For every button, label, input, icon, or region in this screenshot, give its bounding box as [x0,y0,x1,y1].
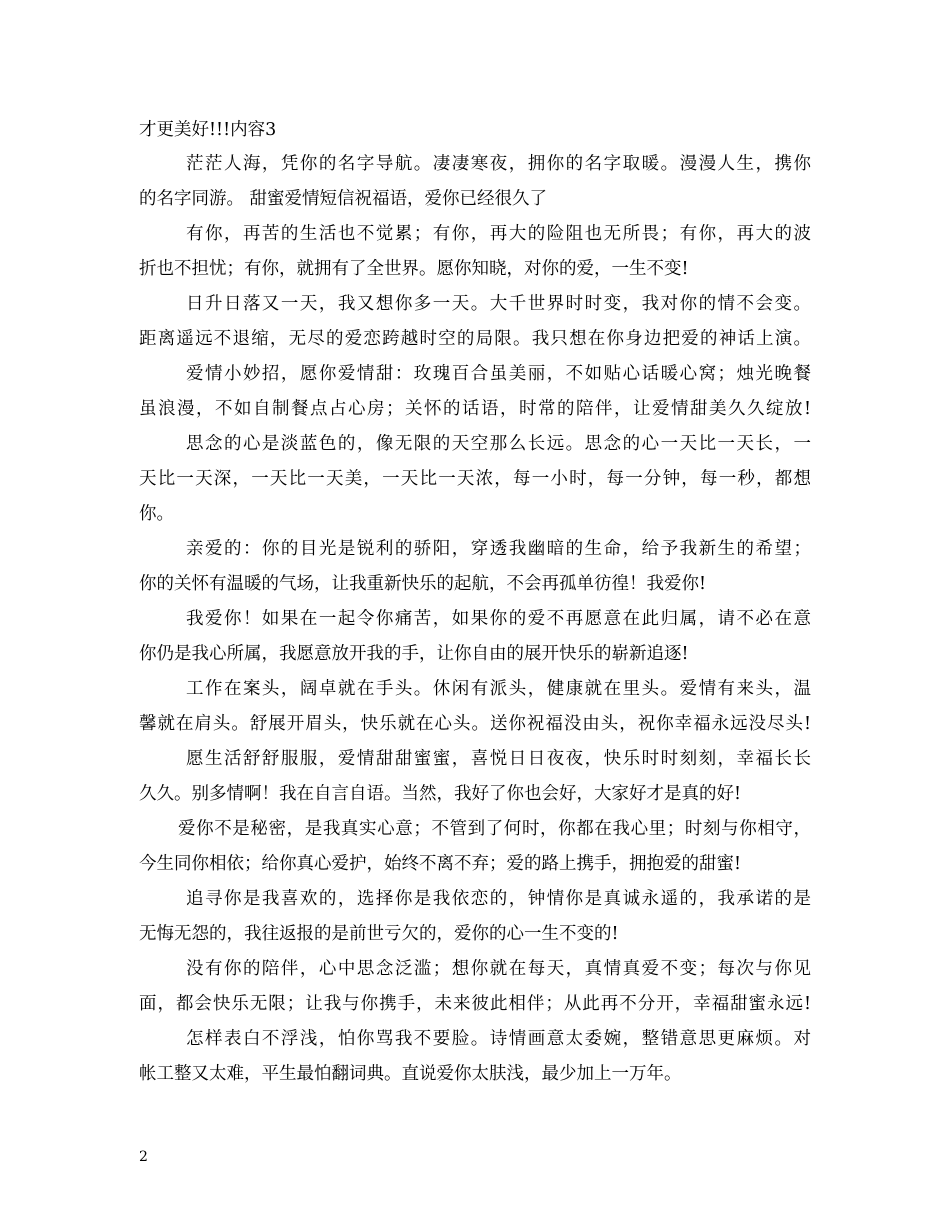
text-line: 今生同你相依；给你真心爱护，始终不离不弃；爱的路上携手，拥抱爱的甜蜜! [139,854,742,874]
text-line: 的名字同游。 甜蜜爱情短信祝福语，爱你已经很久了 [139,189,548,209]
text-line: 你。 [139,504,174,524]
text-line: 爱你不是秘密，是我真实心意；不管到了何时，你都在我心里；时刻与你相守， [178,819,811,839]
text-line: 日升日落又一天，我又想你多一天。大千世界时时变，我对你的情不会变。 [186,294,811,314]
text-line: 茫茫人海，凭你的名字导航。凄凄寒夜，拥你的名字取暖。漫漫人生，携你 [186,154,811,174]
text-line: 才更美好!!!内容3 [139,120,277,140]
text-line: 久久。别多情啊！我在自言自语。当然，我好了你也会好，大家好才是真的好! [139,784,742,804]
document-body [139,114,811,1092]
text-line: 没有你的陪伴，心中思念泛滥；想你就在每天，真情真爱不变；每次与你见 [186,959,811,979]
page-number: 2 [139,1149,148,1165]
text-line: 面，都会快乐无限；让我与你携手，未来彼此相伴；从此再不分开，幸福甜蜜永远! [139,994,811,1014]
text-line: 怎样表白不浮浅，怕你骂我不要脸。诗情画意太委婉，整错意思更麻烦。对 [186,1029,811,1049]
text-line: 馨就在肩头。舒展开眉头，快乐就在心头。送你祝福没由头，祝你幸福永远没尽头! [139,714,811,734]
text-line: 追寻你是我喜欢的，选择你是我依恋的，钟情你是真诚永遥的，我承诺的是 [186,889,811,909]
text-line: 帐工整又太难，平生最怕翻词典。直说爱你太肤浅，最少加上一万年。 [139,1064,682,1084]
text-line: 有你，再苦的生活也不觉累；有你，再大的险阻也无所畏；有你，再大的波 [186,224,811,244]
text-line: 虽浪漫，不如自制餐点占心房；关怀的话语，时常的陪伴，让爱情甜美久久绽放! [139,399,811,419]
text-line: 工作在案头，阔卓就在手头。休闲有派头，健康就在里头。爱情有来头，温 [186,679,811,699]
text-line: 爱情小妙招，愿你爱情甜：玫瑰百合虽美丽，不如贴心话暖心窝；烛光晚餐 [186,364,811,384]
text-line: 愿生活舒舒服服，爱情甜甜蜜蜜，喜悦日日夜夜，快乐时时刻刻，幸福长长 [186,749,811,769]
text-line: 天比一天深，一天比一天美，一天比一天浓，每一小时，每一分钟，每一秒，都想 [139,469,811,489]
text-line: 你的关怀有温暖的气场，让我重新快乐的起航，不会再孤单彷徨！我爱你! [139,574,707,594]
text-line: 你仍是我心所属，我愿意放开我的手，让你自由的展开快乐的崭新追逐! [139,644,689,664]
text-line: 折也不担忧；有你，就拥有了全世界。愿你知晓，对你的爱，一生不变! [139,259,689,279]
text-line: 距离遥远不退缩，无尽的爱恋跨越时空的局限。我只想在你身边把爱的神话上演。 [139,329,811,349]
text-line: 我爱你！如果在一起令你痛苦，如果你的爱不再愿意在此归属，请不必在意 [186,609,811,629]
text-line: 思念的心是淡蓝色的，像无限的天空那么长远。思念的心一天比一天长，一 [186,434,811,454]
text-line: 亲爱的：你的目光是锐利的骄阳，穿透我幽暗的生命，给予我新生的希望； [186,539,811,559]
text-line: 无悔无怨的，我往返报的是前世亏欠的，爱你的心一生不变的! [139,924,619,944]
